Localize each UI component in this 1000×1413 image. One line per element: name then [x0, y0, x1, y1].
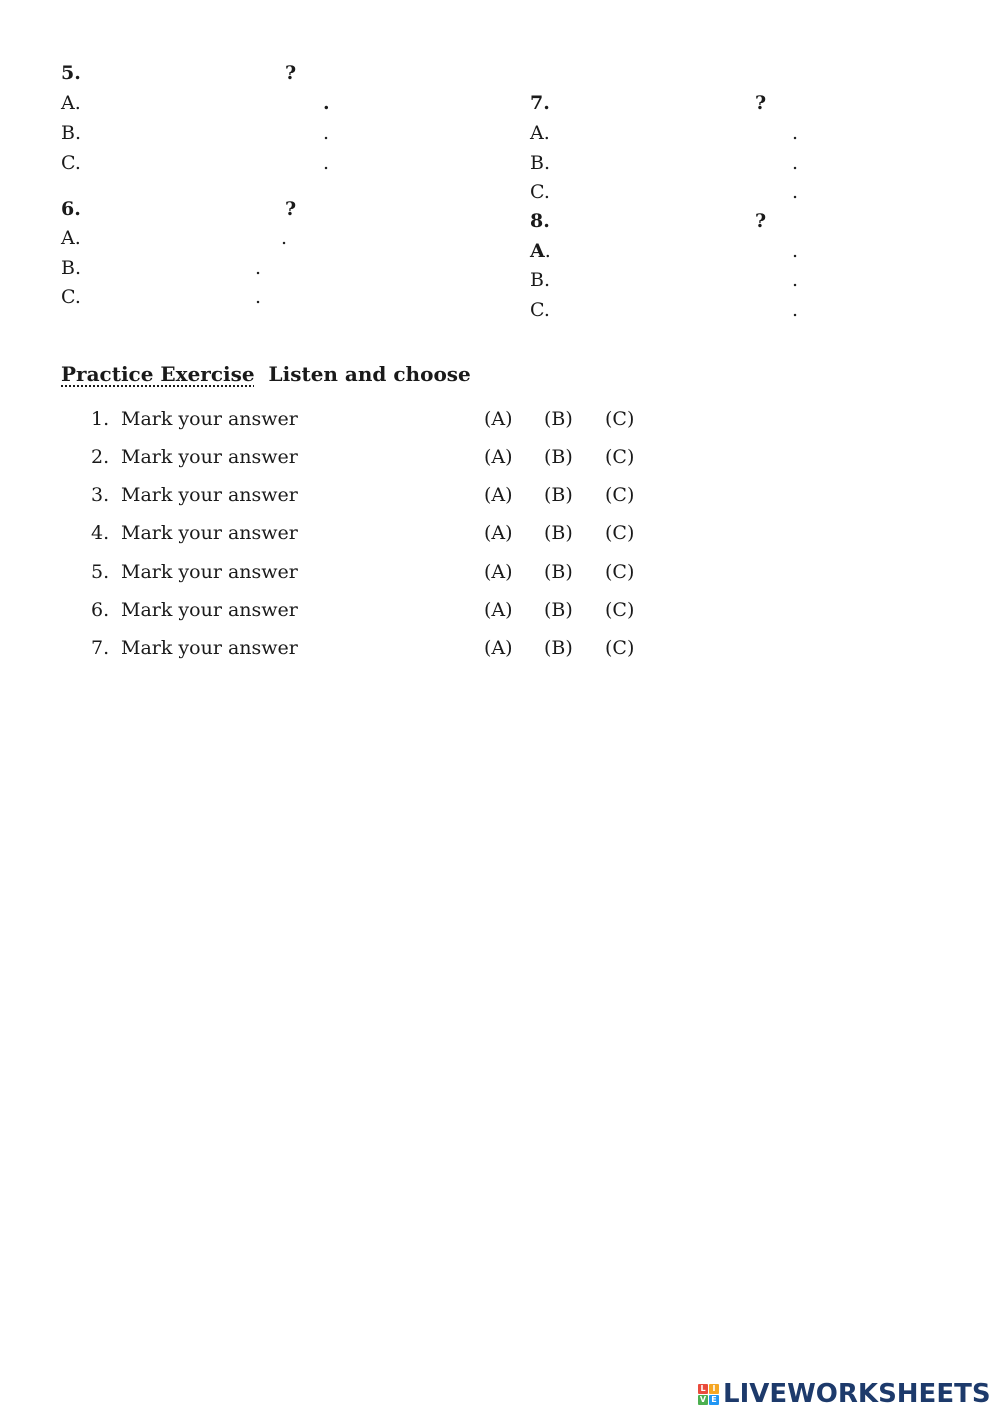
- option-label: B.: [61, 257, 82, 279]
- option-label: A.: [530, 122, 550, 144]
- option-end: .: [281, 227, 288, 249]
- option-end: .: [323, 92, 330, 114]
- list-item: [0, 524, 700, 548]
- option-end: .: [323, 152, 330, 174]
- option-label: B.: [530, 269, 551, 291]
- item-number: 4.: [91, 522, 110, 544]
- list-item: [0, 639, 700, 663]
- logo-tile: V: [699, 1394, 707, 1404]
- choice-b[interactable]: (B): [544, 484, 573, 506]
- choice-b[interactable]: (B): [544, 599, 573, 621]
- choice-c[interactable]: (C): [605, 446, 635, 468]
- choice-c[interactable]: (C): [605, 408, 635, 430]
- list-item: [0, 448, 700, 472]
- list-item: [0, 601, 700, 625]
- item-text: Mark your answer: [121, 408, 298, 430]
- choice-c[interactable]: (C): [605, 599, 635, 621]
- option-label: C.: [530, 181, 550, 203]
- question-mark: ?: [755, 92, 767, 114]
- logo-text: LIVEWORKSHEETS: [723, 1379, 991, 1409]
- choice-a[interactable]: (A): [484, 561, 513, 583]
- option-end: .: [792, 181, 799, 203]
- choice-b[interactable]: (B): [544, 446, 573, 468]
- choice-c[interactable]: (C): [605, 484, 635, 506]
- liveworksheets-logo: [698, 1378, 991, 1410]
- item-number: 1.: [91, 408, 110, 430]
- item-number: 5.: [91, 561, 110, 583]
- option-end: .: [792, 122, 799, 144]
- list-item: [0, 410, 700, 434]
- choice-a[interactable]: (A): [484, 446, 513, 468]
- item-text: Mark your answer: [121, 446, 298, 468]
- section-heading: [61, 362, 471, 386]
- item-number: 2.: [91, 446, 110, 468]
- question-mark: ?: [285, 198, 297, 220]
- choice-a[interactable]: (A): [484, 408, 513, 430]
- logo-tile: L: [698, 1384, 708, 1394]
- question-number: 6.: [61, 198, 81, 220]
- option-label: A.: [530, 240, 551, 262]
- question-mark: ?: [285, 62, 297, 84]
- choice-b[interactable]: (B): [544, 408, 573, 430]
- section-subtitle: Listen and choose: [268, 362, 471, 386]
- option-end: .: [792, 299, 799, 321]
- option-label: A.: [61, 227, 81, 249]
- item-text: Mark your answer: [121, 637, 298, 659]
- item-text: Mark your answer: [121, 599, 298, 621]
- item-text: Mark your answer: [121, 522, 298, 544]
- item-text: Mark your answer: [121, 484, 298, 506]
- option-label: C.: [61, 286, 81, 308]
- choice-b[interactable]: (B): [544, 637, 573, 659]
- choice-b[interactable]: (B): [544, 561, 573, 583]
- choice-c[interactable]: (C): [605, 522, 635, 544]
- option-end: .: [792, 152, 799, 174]
- logo-tile: E: [709, 1395, 719, 1405]
- choice-b[interactable]: (B): [544, 522, 573, 544]
- option-end: .: [323, 122, 330, 144]
- choice-a[interactable]: (A): [484, 599, 513, 621]
- option-end: .: [792, 269, 799, 291]
- logo-tile: I: [709, 1384, 719, 1394]
- option-label: B.: [530, 152, 551, 174]
- option-end: .: [792, 240, 799, 262]
- question-number: 7.: [530, 92, 550, 114]
- choice-a[interactable]: (A): [484, 484, 513, 506]
- item-text: Mark your answer: [121, 561, 298, 583]
- option-label: A.: [61, 92, 81, 114]
- item-number: 6.: [91, 599, 110, 621]
- choice-c[interactable]: (C): [605, 637, 635, 659]
- choice-a[interactable]: (A): [484, 637, 513, 659]
- option-label: B.: [61, 122, 82, 144]
- logo-tiles-icon: [698, 1384, 719, 1405]
- option-end: .: [255, 286, 262, 308]
- choice-a[interactable]: (A): [484, 522, 513, 544]
- question-number: 5.: [61, 62, 81, 84]
- item-number: 7.: [91, 637, 110, 659]
- section-title: Practice Exercise: [61, 362, 255, 386]
- list-item: [0, 486, 700, 510]
- option-label: C.: [61, 152, 81, 174]
- question-mark: ?: [755, 210, 767, 232]
- option-label: C.: [530, 299, 550, 321]
- option-end: .: [255, 257, 262, 279]
- item-number: 3.: [91, 484, 110, 506]
- list-item: [0, 563, 700, 587]
- question-number: 8.: [530, 210, 550, 232]
- choice-c[interactable]: (C): [605, 561, 635, 583]
